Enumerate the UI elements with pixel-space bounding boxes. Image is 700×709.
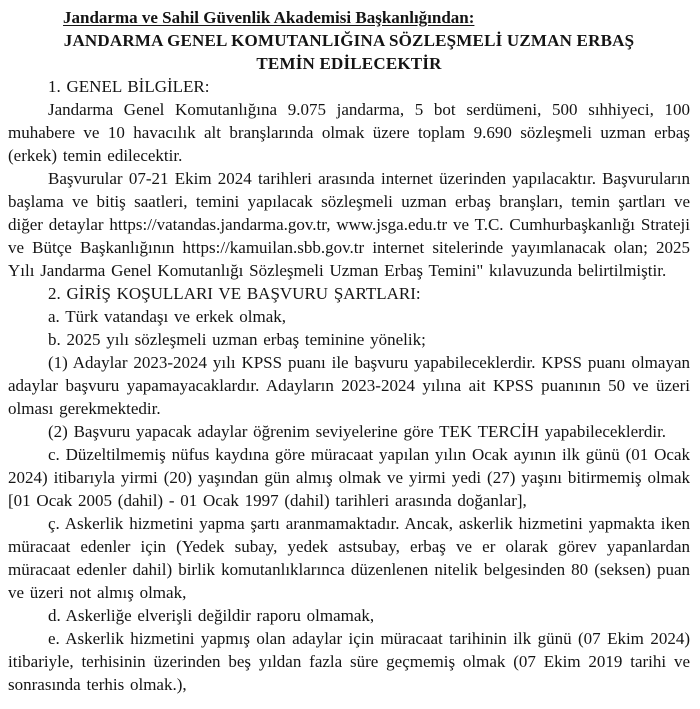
paragraph-application-info: Başvurular 07-21 Ekim 2024 tarihleri arasında internet üzerinden yapılacaktır. Başvuruların başlama ve bitiş saatleri, temini yapılacak sözleşmeli uzman erbaş branşları, temin şartları ve diğer detaylar https://vatandas.jandarma.gov.tr, www.jsga.edu.tr ve T.C. Cumhurbaşkanlığı Strateji ve Bütçe Başkanlığının https://kamuilan.sbb.gov.tr internet sitelerinde yayımlanacak olan; 2025 Yılı Jandarma Genel Komutanlığı Sözleşmeli Uzman Erbaş Temini" kılavuzunda belirtilmiştir. bbox=[8, 169, 690, 280]
condition-item-d: d. Askerliğe elverişli değildir raporu olmamak, bbox=[48, 606, 375, 625]
issuing-authority-heading: Jandarma ve Sahil Güvenlik Akademisi Başkanlığından: bbox=[63, 8, 475, 27]
announcement-title-line-1: JANDARMA GENEL KOMUTANLIĞINA SÖZLEŞMELİ UZMAN ERBAŞ bbox=[63, 31, 635, 50]
condition-item-b-sub-2: (2) Başvuru yapacak adaylar öğrenim seviyelerine göre TEK TERCİH yapabileceklerdir. bbox=[48, 422, 667, 441]
condition-item-c: c. Düzeltilmemiş nüfus kaydına göre müracaat yapılan yılın Ocak ayının ilk günü (01 Ocak 2024) itibarıyla yirmi (20) yaşından gün almış olmak ve yirmi yedi (27) yaşını bitirmemiş olmak [01 Ocak 2005 (dahil) - 01 Ocak 1997 (dahil) tarihleri arasında doğanlar], bbox=[8, 445, 690, 510]
condition-item-e: e. Askerlik hizmetini yapmış olan adaylar için müracaat tarihinin ilk günü (07 Ekim 2024) itibariyle, terhisinin üzerinden beş yıldan fazla süre geçmemiş olmak (07 Ekim 2019 tarihi ve sonrasında terhis olmak.), bbox=[8, 629, 690, 694]
condition-item-c-cedilla: ç. Askerlik hizmetini yapma şartı aranmamaktadır. Ancak, askerlik hizmetini yapmakta iken müracaat edenler için (Yedek subay, yedek astsubay, erbaş ve er olarak görev yapanlardan müracaat edenler dahil) birlik komutanlıklarınca düzenlenen nitelik belgesinden 80 (seksen) puan ve üzeri not almış olmak, bbox=[8, 514, 690, 602]
paragraph-recruitment-totals: Jandarma Genel Komutanlığına 9.075 jandarma, 5 bot serdümeni, 500 sıhhiyeci, 100 muhabere ve 10 havacılık alt branşlarında olmak üzere toplam 9.690 sözleşmeli uzman erbaş (erkek) temin edilecektir. bbox=[8, 100, 690, 165]
section-1-heading: 1. GENEL BİLGİLER: bbox=[48, 77, 210, 96]
section-2-heading: 2. GİRİŞ KOŞULLARI VE BAŞVURU ŞARTLARI: bbox=[48, 284, 421, 303]
condition-item-b: b. 2025 yılı sözleşmeli uzman erbaş teminine yönelik; bbox=[48, 330, 426, 349]
announcement-title-line-2: TEMİN EDİLECEKTİR bbox=[256, 54, 442, 73]
condition-item-a: a. Türk vatandaşı ve erkek olmak, bbox=[48, 307, 287, 326]
condition-item-b-sub-1: (1) Adaylar 2023-2024 yılı KPSS puanı ile başvuru yapabileceklerdir. KPSS puanı olmayan adaylar başvuru yapamayacaklardır. Adayların 2023-2024 yılına ait KPSS puanının 50 ve üzeri olması gerekmektedir. bbox=[8, 353, 690, 418]
